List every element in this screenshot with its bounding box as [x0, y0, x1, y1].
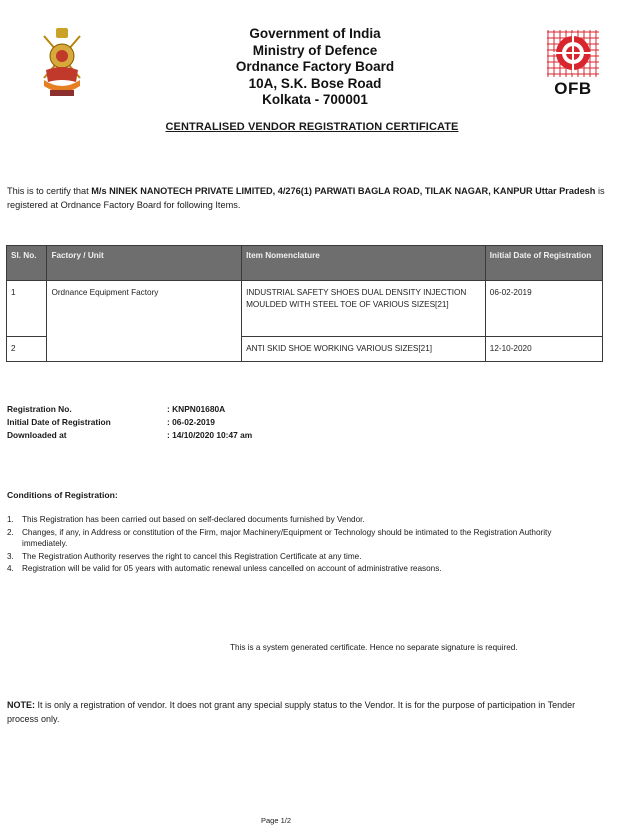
registration-details: [7, 403, 367, 442]
cell-item: ANTI SKID SHOE WORKING VARIOUS SIZES[21]: [242, 337, 486, 362]
note-label: NOTE:: [7, 700, 35, 710]
page-number: Page 1/2: [260, 816, 292, 825]
list-item: [7, 514, 597, 526]
header-line: Kolkata - 700001: [262, 92, 368, 107]
registration-no-value: : KNPN01680A: [167, 404, 226, 414]
header-sl-no: Sl. No.: [7, 246, 47, 281]
certify-statement: [7, 184, 619, 212]
initial-date-value: : 06-02-2019: [167, 417, 215, 427]
header-address: [150, 26, 480, 109]
condition-number: 4.: [7, 564, 14, 573]
cell-factory: Ordnance Equipment Factory: [47, 281, 242, 362]
cell-sl: 1: [7, 281, 47, 337]
cell-date: 12-10-2020: [485, 337, 602, 362]
condition-number: 3.: [7, 551, 14, 561]
header-item: Item Nomenclature: [242, 246, 486, 281]
national-emblem-icon: [36, 26, 88, 100]
cell-sl: 2: [7, 337, 47, 362]
list-item: [7, 551, 597, 563]
condition-text: Changes, if any, in Address or constitution of the Firm, major Machinery/Equipment or Technology should be intimated to the Registration Authority immediately.: [22, 527, 552, 548]
header-line: Ministry of Defence: [252, 42, 378, 58]
footer-note: [7, 698, 607, 726]
list-item: [7, 563, 597, 575]
ofb-target-icon: [543, 27, 603, 79]
condition-text: The Registration Authority reserves the right to cancel this Registration Certificate at any time.: [22, 551, 362, 561]
table-header-row: [7, 246, 603, 281]
certify-prefix: This is to certify that: [7, 186, 92, 196]
conditions-title: Conditions of Registration:: [7, 490, 118, 500]
ofb-logo-text: OFB: [554, 79, 592, 98]
header-date: Initial Date of Registration: [485, 246, 602, 281]
header-line: Ordnance Factory Board: [235, 59, 395, 74]
cell-item: INDUSTRIAL SAFETY SHOES DUAL DENSITY INJECTION MOULDED WITH STEEL TOE OF VARIOUS SIZES[21]: [242, 281, 486, 337]
list-item: [7, 527, 597, 550]
certificate-title: CENTRALISED VENDOR REGISTRATION CERTIFICATE: [165, 121, 459, 133]
items-table: [6, 245, 603, 362]
vendor-name: M/s NINEK NANOTECH PRIVATE LIMITED, 4/276(1) PARWATI BAGLA ROAD, TILAK NAGAR, KANPUR Uttar Pradesh: [91, 186, 596, 196]
table-row: [7, 281, 603, 337]
cell-date: 06-02-2019: [485, 281, 602, 337]
downloaded-at-label: Downloaded at: [7, 430, 67, 440]
initial-date-label: Initial Date of Registration: [7, 417, 111, 427]
downloaded-at-value: : 14/10/2020 10:47 am: [167, 430, 253, 440]
header-factory: Factory / Unit: [47, 246, 242, 281]
condition-number: 2.: [7, 527, 14, 537]
header-line: Government of India: [249, 26, 381, 41]
condition-number: 1.: [7, 515, 14, 524]
condition-text: This Registration has been carried out based on self-declared documents furnished by Vendor.: [22, 515, 365, 524]
ofb-logo: [543, 27, 603, 99]
certify-suffix: is registered at Ordnance Factory Board for following Items.: [7, 186, 605, 210]
system-generated-note: This is a system generated certificate. Hence no separate signature is required.: [230, 643, 518, 652]
note-text: It is only a registration of vendor. It does not grant any special supply status to the Vendor. It is for the purpose of participation in Tender process only.: [7, 700, 576, 724]
conditions-list: [7, 514, 597, 576]
header-line: 10A, S.K. Bose Road: [248, 75, 382, 91]
condition-text: Registration will be valid for 05 years with automatic renewal unless cancelled on account of administrative reasons.: [22, 564, 442, 573]
registration-no-label: Registration No.: [7, 404, 72, 414]
